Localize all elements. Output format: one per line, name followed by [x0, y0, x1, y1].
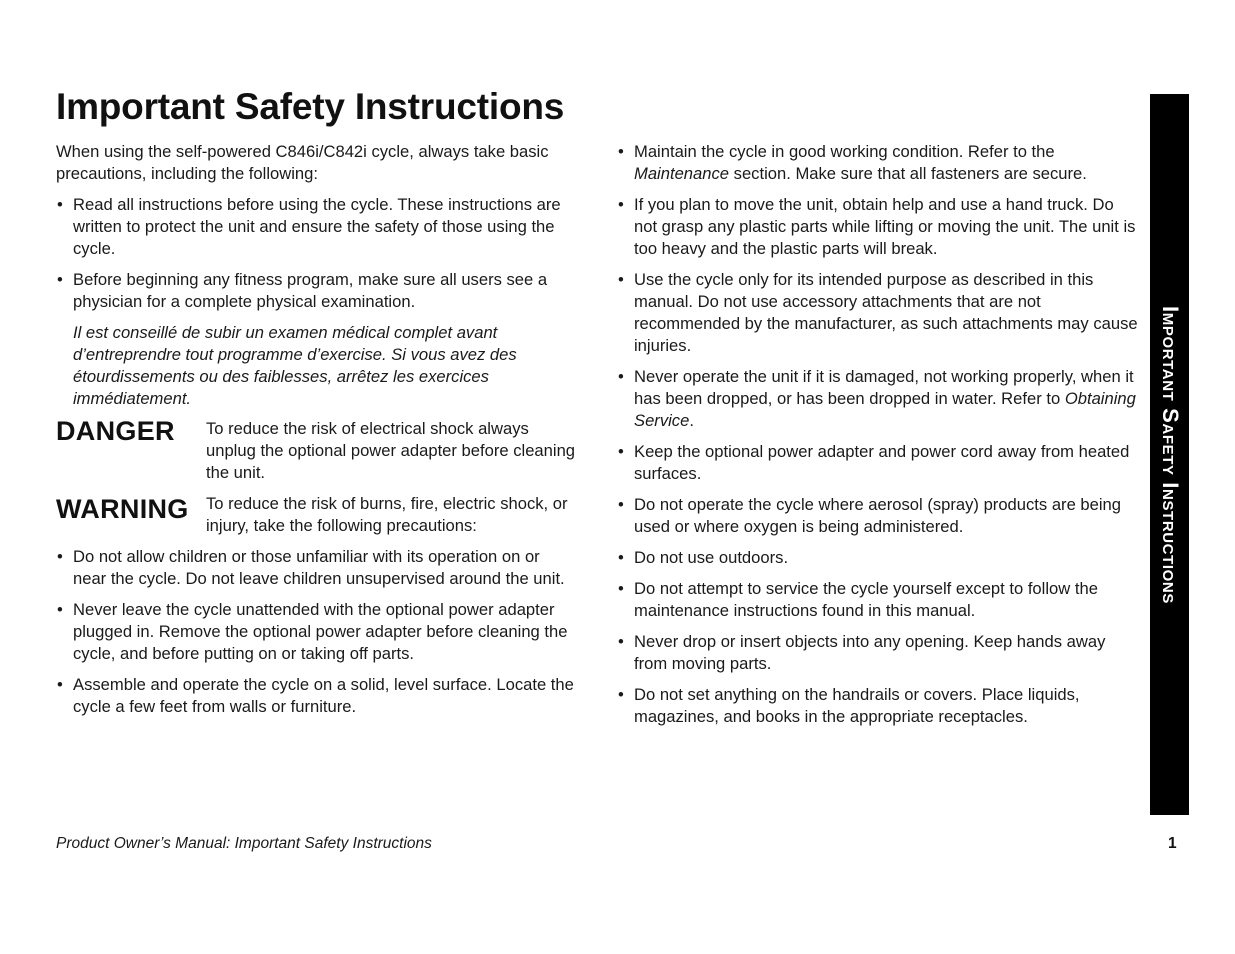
list-item: • Read all instructions before using the cycle. These instructions are written to protect the unit and ensure the safety of those using the cycle.: [56, 194, 576, 260]
danger-text: To reduce the risk of electrical shock always unplug the optional power adapter before cleaning the unit.: [206, 419, 576, 482]
list-item: [617, 141, 1139, 185]
french-note: Il est conseillé de subir un examen médical complet avant d’entreprendre tout programme d’exercise. Si vous avez des étourdissements ou des faiblesses, arrêtez les exercices immédiatement.: [73, 323, 517, 408]
list-item: • Do not operate the cycle where aerosol (spray) products are being used or where oxygen is being administered.: [617, 494, 1139, 538]
page-title: Important Safety Instructions: [56, 86, 565, 127]
precautions-list-b: [56, 546, 576, 718]
maintenance-reference: Maintenance: [634, 164, 730, 183]
list-item: • If you plan to move the unit, obtain help and use a hand truck. Do not grasp any plastic parts while lifting or moving the unit. The unit is too heavy and the plastic parts will break.: [617, 194, 1139, 260]
intro-text: When using the self-powered C846i/C842i cycle, always take basic precautions, including the following:: [56, 142, 549, 183]
danger-label: DANGER: [56, 416, 175, 446]
side-tab-label: Important Safety Instructions: [1157, 305, 1183, 604]
page-number: 1: [1168, 835, 1177, 852]
damaged-text-end: .: [689, 411, 694, 430]
maintain-text-start: Maintain the cycle in good working condition. Refer to the: [634, 142, 1055, 161]
warning-text: To reduce the risk of burns, fire, electric shock, or injury, take the following precautions:: [206, 494, 568, 535]
list-item: • Before beginning any fitness program, make sure all users see a physician for a complete physical examination.: [56, 269, 576, 313]
list-item: • Do not allow children or those unfamiliar with its operation on or near the cycle. Do not leave children unsupervised around the unit.: [56, 546, 576, 590]
list-item: • Keep the optional power adapter and power cord away from heated surfaces.: [617, 441, 1139, 485]
left-column: [56, 141, 576, 727]
warning-label: WARNING: [56, 494, 189, 524]
warning-notice: [56, 493, 576, 537]
precautions-list-a: [56, 194, 576, 313]
precautions-list-c: [617, 141, 1139, 728]
list-item: • Use the cycle only for its intended purpose as described in this manual. Do not use accessory attachments that are not recommended by the manufacturer, as such attachments may cause injuries.: [617, 269, 1139, 357]
maintain-text-end: section. Make sure that all fasteners are secure.: [729, 164, 1087, 183]
obtaining-service-reference: Obtaining Service: [634, 389, 1136, 430]
danger-notice: [56, 418, 576, 484]
section-side-tab: [1150, 94, 1189, 815]
footer-title: Product Owner’s Manual: Important Safety Instructions: [56, 835, 432, 852]
list-item: • Never leave the cycle unattended with the optional power adapter plugged in. Remove the optional power adapter before cleaning the cycle, and before putting on or taking off parts.: [56, 599, 576, 665]
right-column: [617, 141, 1139, 737]
list-item: • Do not use outdoors.: [617, 547, 1139, 569]
damaged-text-start: Never operate the unit if it is damaged, not working properly, when it has been dropped, or has been dropped in water. Refer to: [634, 367, 1134, 408]
list-item: • Do not set anything on the handrails or covers. Place liquids, magazines, and books in the appropriate receptacles.: [617, 684, 1139, 728]
list-item: • Do not attempt to service the cycle yourself except to follow the maintenance instructions found in this manual.: [617, 578, 1139, 622]
list-item: • Assemble and operate the cycle on a solid, level surface. Locate the cycle a few feet from walls or furniture.: [56, 674, 576, 718]
list-item: • Never drop or insert objects into any opening. Keep hands away from moving parts.: [617, 631, 1139, 675]
list-item: [617, 366, 1139, 432]
